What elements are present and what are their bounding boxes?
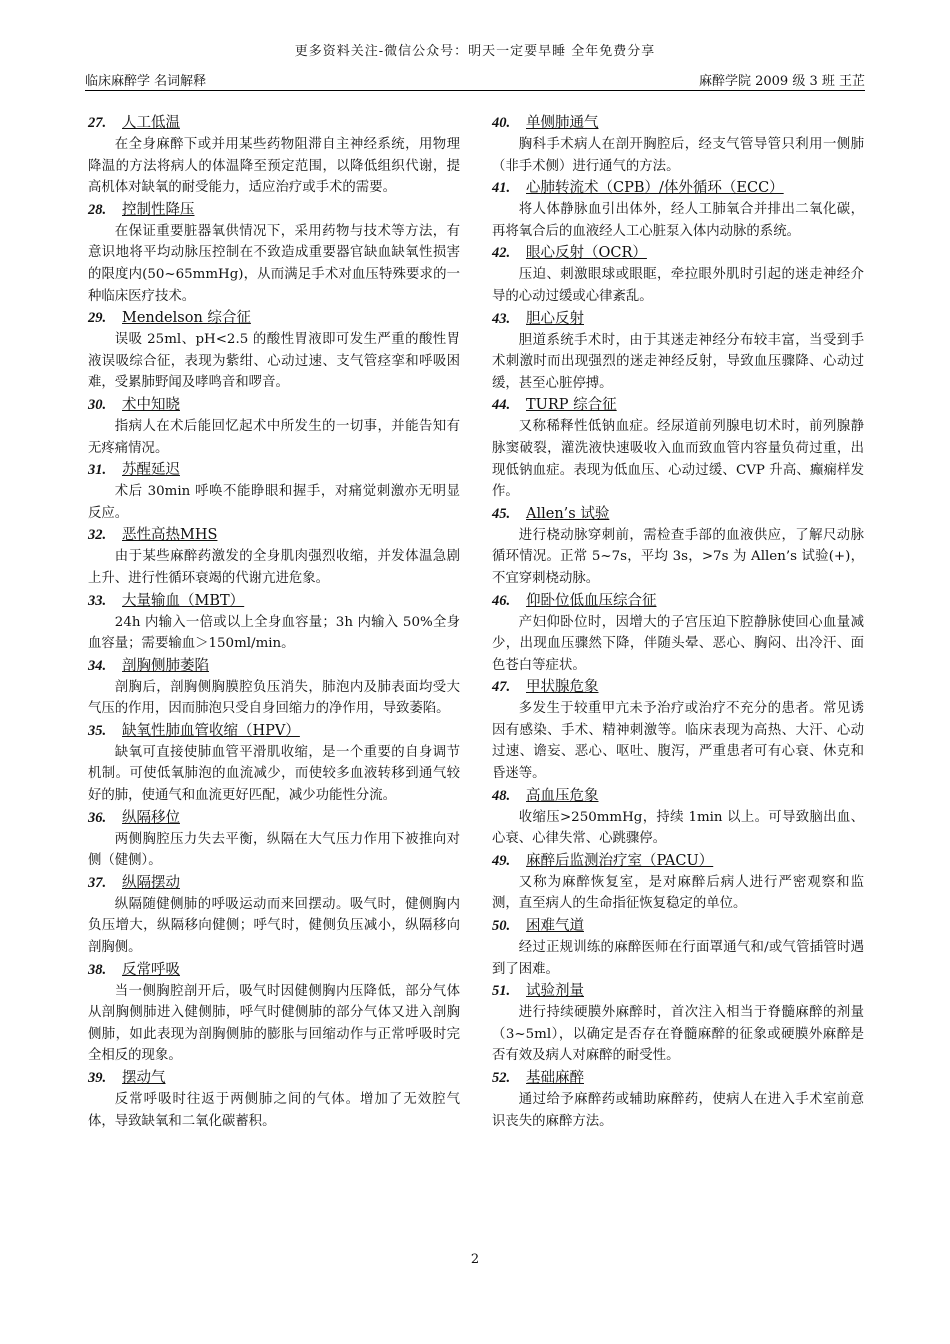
entry-number: 27. (88, 115, 107, 131)
entry-title (492, 308, 864, 330)
entry-definition: 当一侧胸腔剖开后，吸气时因健侧胸内压降低，部分气体从剖胸侧肺进入健侧肺，呼气时健侧肺的部分气体又进入剖胸侧肺，如此表现为剖胸侧肺的膨胀与回缩动作与正常呼吸时完全相反的现象。 (88, 983, 460, 1064)
entry-definition: 又称为麻醉恢复室，是对麻醉后病人进行严密观察和监测，直至病人的生命指征恢复稳定的单位。 (492, 874, 864, 912)
entry-term: 高血压危象 (526, 787, 599, 804)
glossary-entry (492, 112, 864, 177)
entry-title (492, 676, 864, 698)
entry-title (88, 199, 460, 221)
entry-number: 32. (88, 527, 107, 544)
entry-title (88, 112, 460, 134)
entry-definition: 经过正规训练的麻醉医师在行面罩通气和/或气管插管时遇到了困难。 (492, 940, 864, 977)
entry-term: 试验剂量 (526, 983, 584, 1000)
entry-term: 麻醉后监测治疗室（PACU） (526, 852, 714, 869)
entry-definition: 胆道系统手术时，由于其迷走神经分布较丰富，当受到手术刺激时而出现强烈的迷走神经反射，导致血压骤降、心动过缓，甚至心脏停搏。 (492, 332, 864, 391)
glossary-entry (88, 959, 460, 1067)
entry-number: 45. (492, 505, 511, 522)
entry-number: 47. (492, 679, 511, 696)
entry-title (492, 177, 864, 199)
entry-term: 纵隔移位 (122, 809, 180, 826)
entry-number: 51. (492, 983, 511, 1000)
entry-number: 50. (492, 918, 511, 935)
entry-number: 33. (88, 592, 107, 609)
entry-definition: 反常呼吸时往返于两侧肺之间的气体。增加了无效腔气体，导致缺氧和二氧化碳蓄积。 (88, 1092, 460, 1129)
entry-title (492, 242, 864, 264)
entry-title (492, 394, 864, 416)
entry-definition: 指病人在术后能回忆起术中所发生的一切事，并能告知有无疼痛情况。 (88, 418, 460, 456)
glossary-entry (492, 394, 864, 502)
entry-number: 35. (88, 722, 107, 739)
entry-number: 28. (88, 201, 107, 218)
entry-term: 困难气道 (526, 918, 584, 935)
entry-term: 纵隔摆动 (122, 874, 180, 891)
entry-definition: 误吸 25ml、pH<2.5 的酸性胃液即可发生严重的酸性胃液误吸综合征，表现为紫绀、心动过速、支气管痉挛和呼吸困难，受累肺野闻及哮鸣音和啰音。 (88, 332, 460, 391)
glossary-entry (492, 1067, 864, 1132)
entry-term: 大量输血（MBT） (122, 592, 245, 609)
entry-term: 单侧肺通气 (526, 115, 599, 131)
glossary-entry (88, 872, 460, 959)
entry-term: 摆动气 (122, 1070, 166, 1086)
glossary-entry (492, 676, 864, 784)
glossary-entry (492, 503, 864, 590)
entry-term: 恶性高热MHS (122, 527, 218, 544)
glossary-entry (88, 199, 460, 307)
entry-number: 37. (88, 874, 107, 891)
entry-title (492, 1067, 864, 1089)
entry-title (492, 112, 864, 134)
glossary-entry (88, 1067, 460, 1132)
header-author: 麻醉学院 2009 级 3 班 王芷 (698, 74, 865, 89)
entry-title (492, 850, 864, 872)
entry-number: 29. (88, 310, 107, 327)
entry-number: 39. (88, 1070, 107, 1086)
entry-title (88, 459, 460, 481)
entry-term: 缺氧性肺血管收缩（HPV） (122, 722, 300, 739)
glossary-entry (492, 915, 864, 980)
entry-definition: 纵隔随健侧肺的呼吸运动而来回摆动。吸气时，健侧胸内负压增大，纵隔移向健侧；呼气时，健侧负压减小，纵隔移向剖胸侧。 (88, 896, 460, 956)
entry-definition: 缺氧可直接使肺血管平滑肌收缩，是一个重要的自身调节机制。可使低氧肺泡的血流减少，而使较多血液转移到通气较好的肺，使通气和血流更好匹配，减少功能性分流。 (88, 744, 460, 804)
entry-number: 52. (492, 1070, 511, 1086)
right-column (492, 112, 864, 1132)
glossary-entry (88, 807, 460, 872)
entry-term: 胆心反射 (526, 310, 584, 327)
glossary-entry (492, 850, 864, 915)
glossary-entry (88, 590, 460, 655)
glossary-entry (88, 655, 460, 720)
entry-number: 34. (88, 657, 107, 674)
entry-term: 基础麻醉 (526, 1070, 584, 1086)
entry-definition: 由于某些麻醉药激发的全身肌肉强烈收缩，并发体温急剧上升、进行性循环衰竭的代谢亢进危象。 (88, 549, 460, 586)
entry-number: 43. (492, 310, 511, 327)
top-banner: 更多资料关注-微信公众号：明天一定要早睡 全年免费分享 (294, 44, 656, 59)
entry-title (88, 872, 460, 894)
entry-definition: 两侧胸腔压力失去平衡，纵隔在大气压力作用下被推向对侧（健侧）。 (88, 831, 460, 869)
entry-term: 心肺转流术（CPB）/体外循环（ECC） (526, 180, 784, 197)
entry-definition: 在保证重要脏器氧供情况下，采用药物与技术等方法，有意识地将平均动脉压控制在不致造成重要器官缺血缺氧性损害的限度内(50~65mmHg)，从而满足手术对血压特殊要求的一种临床医疗技术。 (88, 223, 460, 304)
entry-term: 反常呼吸 (122, 961, 180, 978)
page-header (85, 70, 865, 91)
glossary-entry (492, 308, 864, 395)
glossary-entry (492, 980, 864, 1067)
entry-definition: 胸科手术病人在剖开胸腔后，经支气管导管只利用一侧肺（非手术侧）进行通气的方法。 (492, 137, 864, 174)
entry-definition: 压迫、刺激眼球或眼眶，牵拉眼外肌时引起的迷走神经介导的心动过缓或心律紊乱。 (492, 267, 864, 304)
entry-definition: 又称稀释性低钠血症。经尿道前列腺电切术时，前列腺静脉窦破裂，灌洗液快速吸收入血而致血管内容量负荷过重，出现低钠血症。表现为低血压、心动过缓、CVP 升高、癫痫样发作。 (492, 419, 864, 500)
entry-number: 44. (492, 397, 511, 414)
entry-definition: 产妇仰卧位时，因增大的子宫压迫下腔静脉使回心血量减少，出现血压骤然下降，伴随头晕、恶心、胸闷、出冷汗、面色苍白等症状。 (492, 614, 864, 673)
entry-title (492, 915, 864, 937)
glossary-entry (492, 242, 864, 307)
entry-number: 46. (492, 592, 511, 609)
entry-term: 剖胸侧肺萎陷 (122, 657, 209, 674)
entry-title (492, 980, 864, 1002)
entry-number: 42. (492, 245, 511, 262)
entry-term: TURP 综合征 (526, 397, 617, 414)
entry-title (88, 1067, 460, 1089)
entry-number: 40. (492, 115, 511, 131)
entry-title (88, 394, 460, 416)
glossary-entry (88, 394, 460, 459)
entry-title (88, 720, 460, 742)
entry-definition: 在全身麻醉下或并用某些药物阻滞自主神经系统，用物理降温的方法将病人的体温降至预定范围，以降低组织代谢，提高机体对缺氧的耐受能力，适应治疗或手术的需要。 (88, 137, 460, 196)
entry-term: Allen’s 试验 (526, 505, 610, 522)
entry-number: 49. (492, 852, 511, 869)
entry-definition: 将人体静脉血引出体外，经人工肺氧合并排出二氧化碳，再将氧合后的血液经人工心脏泵入体内动脉的系统。 (492, 202, 864, 239)
entry-definition: 进行持续硬膜外麻醉时，首次注入相当于脊髓麻醉的剂量（3~5ml），以确定是否存在脊髓麻醉的征象或硬膜外麻醉是否有效及病人对麻醉的耐受性。 (492, 1005, 864, 1064)
entry-definition: 剖胸后，剖胸侧胸膜腔负压消失，肺泡内及肺表面均受大气压的作用，因而肺泡只受自身回缩力的净作用，导致萎陷。 (88, 679, 460, 717)
glossary-entry (88, 112, 460, 199)
entry-number: 30. (88, 396, 107, 413)
entry-definition: 收缩压>250mmHg，持续 1min 以上。可导致脑出血、心衰、心律失常、心跳骤停。 (492, 809, 864, 847)
glossary-entry (88, 524, 460, 589)
entry-number: 31. (88, 462, 107, 479)
entry-term: Mendelson 综合征 (122, 310, 251, 327)
entry-term: 人工低温 (122, 115, 180, 131)
glossary-entry (88, 459, 460, 524)
left-column (88, 112, 460, 1132)
entry-term: 术中知晓 (122, 396, 180, 413)
entry-term: 眼心反射（OCR） (526, 245, 647, 262)
entry-number: 48. (492, 787, 511, 804)
glossary-entry (492, 590, 864, 677)
entry-number: 38. (88, 961, 107, 978)
entry-term: 苏醒延迟 (122, 462, 180, 479)
entry-title (88, 959, 460, 981)
entry-title (492, 590, 864, 612)
header-course-title: 临床麻醉学 名词解释 (85, 74, 207, 89)
entry-definition: 多发生于较重甲亢未予治疗或治疗不充分的患者。常见诱因有感染、手术、精神刺激等。临床表现为高热、大汗、心动过速、谵妄、恶心、呕吐、腹泻，严重患者可有心衰、休克和昏迷等。 (492, 701, 864, 782)
entry-definition: 术后 30min 呼唤不能睁眼和握手，对痛觉刺激亦无明显反应。 (88, 484, 460, 521)
glossary-entry (88, 307, 460, 394)
entry-number: 36. (88, 809, 107, 826)
entry-definition: 24h 内输入一倍或以上全身血容量；3h 内输入 50%全身血容量；需要输血＞150ml/min。 (88, 614, 460, 652)
glossary-entry (492, 785, 864, 850)
entry-title (88, 807, 460, 829)
entry-definition: 通过给予麻醉药或辅助麻醉药，使病人在进入手术室前意识丧失的麻醉方法。 (492, 1092, 864, 1129)
glossary-entry (88, 720, 460, 807)
entry-term: 甲状腺危象 (526, 679, 599, 696)
entry-number: 41. (492, 180, 511, 197)
entry-title (492, 785, 864, 807)
entry-definition: 进行桡动脉穿刺前，需检查手部的血液供应，了解尺动脉循环情况。正常 5~7s，平均 3s，>7s 为 Allen’s 试验(+)，不宜穿刺桡动脉。 (492, 527, 864, 586)
entry-title (88, 524, 460, 546)
entry-term: 控制性降压 (122, 201, 195, 218)
entry-title (88, 307, 460, 329)
page-number: 2 (470, 1252, 480, 1267)
entry-title (88, 590, 460, 612)
entry-title (88, 655, 460, 677)
entry-title (492, 503, 864, 525)
glossary-entry (492, 177, 864, 242)
entry-term: 仰卧位低血压综合征 (526, 592, 657, 609)
